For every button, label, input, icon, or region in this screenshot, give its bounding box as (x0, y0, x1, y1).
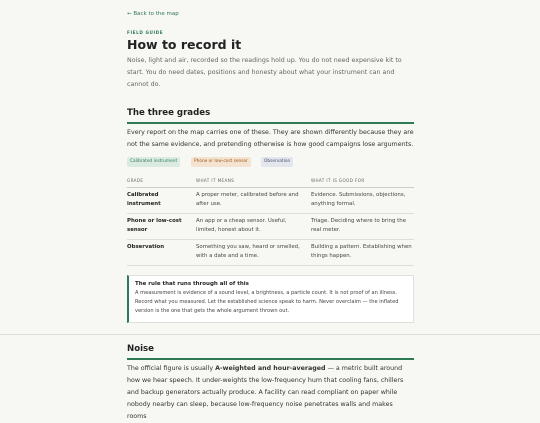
cell-means: Something you saw, heard or smelled, with a date and a time. (196, 239, 311, 265)
col-header-means: WHAT IT MEANS (196, 175, 311, 187)
section-divider (0, 334, 540, 335)
cell-good-for: Triage. Deciding where to bring the real meter. (311, 213, 414, 239)
cell-means: A proper meter, calibrated before and after use. (196, 187, 311, 213)
chip-calibrated: Calibrated instrument (127, 157, 180, 167)
cell-good-for: Evidence. Submissions, objections, anything formal. (311, 187, 414, 213)
cell-good-for: Building a pattern. Establishing when things happen. (311, 239, 414, 265)
chip-phone-sensor: Phone or low-cost sensor (191, 157, 251, 167)
lede-paragraph: Noise, light and air, recorded so the readings hold up. You do not need expensive kit to start. You do need dates, positions and honesty about what your instrument can and cannot do. (127, 57, 402, 88)
grades-heading-rule (127, 122, 414, 124)
noise-paragraph (127, 363, 414, 420)
cell-grade: Phone or low-cost sensor (127, 213, 196, 239)
table-header-row (127, 175, 414, 187)
eyebrow-label: FIELD GUIDE (127, 30, 164, 35)
noise-text-after: — a metric built around how we hear speech. It under-weights the low-frequency hum that cooling fans, chillers and backup generators actually produce. A facility can read compliant on paper while nobody nearby can sleep, because low-frequency noise penetrates walls and makes rooms (127, 365, 404, 420)
callout-title: The rule that runs through all of this (135, 281, 249, 287)
col-header-grade: GRADE (127, 175, 196, 187)
noise-heading-rule (127, 358, 414, 360)
cell-grade: Calibrated instrument (127, 187, 196, 213)
col-header-good-for: WHAT IT IS GOOD FOR (311, 175, 414, 187)
noise-heading: Noise (127, 344, 154, 354)
noise-text-before: The official figure is usually (127, 365, 216, 372)
callout-text: A measurement is evidence of a sound level, a brightness, a particle count. It is not proof of an illness. Record what you measured. Let the established science speak to harm. Never overclaim — the inflated version is the one that gets the whole argument thrown out. (135, 290, 399, 314)
back-to-map-link[interactable]: ← Back to the map (127, 11, 179, 17)
grades-intro: Every report on the map carries one of these. They are shown differently because they are not the same evidence, and pretending otherwise is how good campaigns lose arguments. (127, 129, 414, 148)
table-row (127, 187, 414, 213)
grades-heading: The three grades (127, 108, 211, 118)
noise-text-bold: A-weighted and hour-averaged (215, 365, 326, 372)
grades-table (127, 175, 414, 266)
table-row (127, 239, 414, 265)
cell-grade: Observation (127, 239, 196, 265)
table-row (127, 213, 414, 239)
cell-means: An app or a cheap sensor. Useful, limited, honest about it. (196, 213, 311, 239)
chip-observation: Observation (261, 157, 293, 167)
page-title: How to record it (127, 37, 242, 52)
rule-callout (127, 275, 414, 323)
